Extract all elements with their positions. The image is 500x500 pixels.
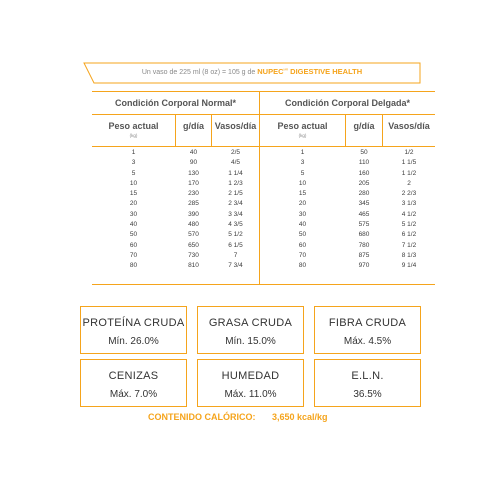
normal-grams-cell: 130	[188, 169, 199, 177]
thin-weight-cell: 40	[298, 221, 307, 229]
thin-grams-cell: 575	[358, 221, 370, 229]
nutrient-box-moisture	[197, 359, 304, 407]
normal-grams-cell: 170	[188, 179, 199, 187]
table-row	[92, 159, 435, 169]
normal-cups-header: Vasos/día	[214, 121, 257, 131]
thin-weight-cell: 70	[298, 251, 307, 259]
thin-cups-cell: 2 2/3	[401, 190, 417, 198]
thin-weight-cell: 20	[298, 200, 307, 208]
thin-grams-cell: 345	[358, 200, 370, 208]
table-row	[92, 231, 435, 241]
normal-weight-cell: 1	[131, 149, 136, 156]
normal-cups-cell: 2 1/5	[228, 190, 243, 198]
normal-grams-cell: 40	[189, 149, 198, 156]
normal-cups-cell: 1 1/4	[228, 169, 243, 177]
thin-weight-cell: 60	[298, 241, 307, 249]
thin-grams-cell: 465	[358, 210, 370, 218]
normal-cups-cell: 6 1/5	[228, 241, 243, 249]
nutrient-value: Mín. 15.0%	[225, 336, 276, 347]
nutrient-value: Máx. 4.5%	[343, 336, 392, 347]
normal-cups-cell: 2/5	[230, 149, 241, 156]
normal-grams-cell: 390	[188, 210, 199, 218]
caloric-value: 3,650 kcal/kg	[272, 412, 328, 422]
table-rule	[92, 114, 435, 115]
thin-cups-cell: 6 1/2	[401, 231, 417, 239]
table-row	[92, 221, 435, 231]
thin-cups-cell: 1 1/5	[401, 159, 417, 167]
thin-cups-cell: 1/2	[404, 149, 414, 156]
normal-grams-cell: 730	[188, 251, 199, 259]
normal-grams-cell: 285	[188, 200, 199, 208]
thin-cups-cell: 1 1/2	[401, 169, 417, 177]
table-row	[92, 262, 435, 272]
normal-grams-cell: 230	[188, 190, 199, 198]
normal-condition-title: Condición Corporal Normal*	[114, 98, 236, 108]
table-row	[92, 180, 435, 190]
thin-cups-cell: 2	[407, 179, 411, 187]
nutrient-box-ash	[80, 359, 187, 407]
normal-grams-cell: 810	[188, 262, 199, 270]
product-name: DIGESTIVE HEALTH	[290, 67, 363, 76]
normal-cups-cell: 7 3/4	[228, 262, 243, 270]
normal-grams-cell: 650	[188, 241, 199, 249]
nutrient-box-fiber	[314, 306, 421, 354]
normal-grams-cell: 570	[188, 231, 199, 239]
normal-cups-cell: 4 3/5	[228, 221, 243, 229]
normal-grams-cell: 480	[188, 221, 199, 229]
normal-cups-cell: 7	[233, 251, 238, 259]
nutrient-label: CENIZAS	[108, 370, 159, 382]
serving-text	[82, 67, 422, 76]
serving-description: Un vaso de 225 ml (8 oz) = 105 g de	[141, 69, 256, 76]
table-row	[92, 211, 435, 221]
nutrient-label: PROTEÍNA CRUDA	[82, 317, 185, 329]
normal-weight-cell: 60	[129, 241, 138, 249]
thin-grams-cell: 970	[358, 262, 370, 270]
nutrient-label: HUMEDAD	[221, 370, 280, 382]
table-body	[92, 149, 435, 273]
nutrient-value: Mín. 26.0%	[108, 336, 159, 347]
thin-grams-cell: 50	[360, 149, 368, 156]
serving-banner	[82, 62, 422, 84]
thin-grams-cell: 780	[358, 241, 370, 249]
thin-cups-cell: 3 1/3	[401, 200, 417, 208]
normal-cups-cell: 3 3/4	[228, 210, 243, 218]
thin-grams-cell: 110	[358, 159, 370, 167]
thin-weight-cell: 15	[298, 190, 307, 198]
thin-weight-cell: 50	[298, 231, 307, 239]
nutrient-value: Máx. 11.0%	[224, 389, 277, 400]
brand-mark: MR	[283, 67, 289, 72]
table-row	[92, 242, 435, 252]
thin-grams-cell: 205	[358, 179, 370, 187]
normal-weight-cell: 15	[129, 190, 138, 198]
thin-cups-header: Vasos/día	[388, 121, 430, 131]
table-row	[92, 149, 435, 159]
thin-cups-cell: 4 1/2	[401, 210, 417, 218]
thin-weight-cell: 1	[300, 149, 305, 156]
thin-grams-cell: 160	[358, 169, 370, 177]
thin-grams-header: g/día	[353, 121, 375, 131]
normal-grams-header: g/día	[182, 121, 204, 131]
thin-grams-cell: 875	[358, 251, 370, 259]
brand-name: NUPEC	[257, 67, 284, 76]
thin-grams-cell: 280	[358, 190, 370, 198]
normal-grams-cell: 90	[189, 159, 198, 167]
table-rule	[92, 146, 435, 147]
normal-weight-cell: 20	[129, 200, 138, 208]
normal-weight-cell: 50	[129, 231, 138, 239]
nutrient-label: FIBRA CRUDA	[328, 317, 407, 329]
normal-weight-cell: 30	[129, 210, 138, 218]
normal-cups-cell: 4/5	[230, 159, 241, 167]
normal-weight-cell: 3	[131, 159, 136, 167]
thin-weight-header: Peso actual (kg)	[277, 121, 328, 138]
thin-weight-cell: 5	[300, 169, 305, 177]
nutrient-value: Máx. 7.0%	[109, 389, 158, 400]
feeding-table	[92, 91, 435, 285]
nutrient-value: 36.5%	[353, 389, 382, 400]
thin-weight-cell: 10	[298, 179, 307, 187]
table-row	[92, 170, 435, 180]
thin-cups-cell: 9 1/4	[401, 262, 417, 270]
nutrient-label: GRASA CRUDA	[208, 317, 293, 329]
normal-cups-cell: 5 1/2	[228, 231, 243, 239]
normal-cups-cell: 1 2/3	[228, 179, 243, 187]
thin-cups-cell: 5 1/2	[401, 221, 417, 229]
caloric-label: CONTENIDO CALÓRICO:	[148, 412, 256, 422]
table-row	[92, 200, 435, 210]
normal-weight-cell: 80	[129, 262, 138, 270]
normal-weight-cell: 70	[129, 251, 138, 259]
nutrient-box-fat	[197, 306, 304, 354]
table-row	[92, 252, 435, 262]
thin-weight-cell: 3	[300, 159, 305, 167]
normal-cups-cell: 2 3/4	[228, 200, 243, 208]
nutrient-label: E.L.N.	[351, 370, 384, 382]
normal-weight-cell: 5	[131, 169, 136, 177]
normal-weight-cell: 40	[129, 221, 138, 229]
nutrient-box-nfe	[314, 359, 421, 407]
thin-condition-title: Condición Corporal Delgada*	[284, 98, 410, 108]
thin-cups-cell: 8 1/3	[401, 251, 417, 259]
thin-grams-cell: 680	[358, 231, 370, 239]
thin-weight-cell: 80	[298, 262, 307, 270]
normal-weight-cell: 10	[129, 179, 138, 187]
caloric-content	[148, 412, 328, 422]
table-row	[92, 190, 435, 200]
thin-cups-cell: 7 1/2	[401, 241, 417, 249]
nutrient-box-protein	[80, 306, 187, 354]
normal-weight-header: Peso actual (kg)	[108, 121, 159, 138]
thin-weight-cell: 30	[298, 210, 307, 218]
